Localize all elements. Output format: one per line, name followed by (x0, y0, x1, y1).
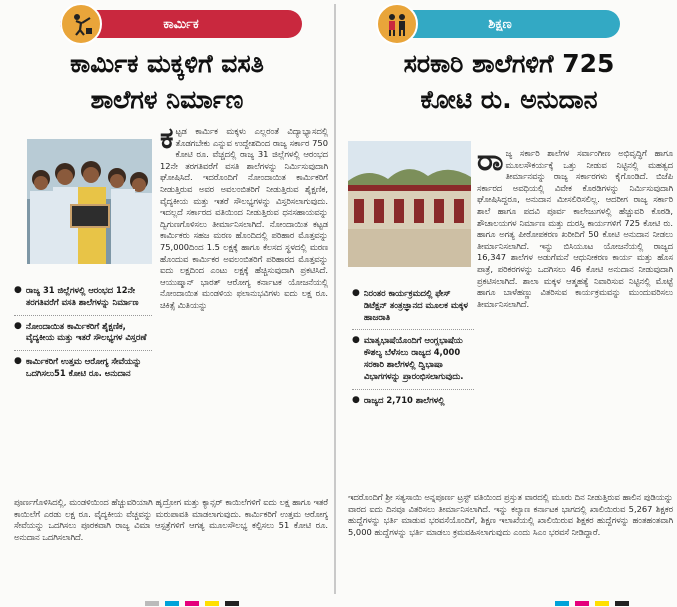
education-body-main (477, 148, 673, 488)
registration-mark (615, 601, 629, 606)
education-highlight-1: ● ನಿರಂತರ ಕಾರ್ಯಕ್ರಮದಲ್ಲಿ ಫೇಸ್ ಡಿಟೆಕ್ಷನ್ ತಂತ್ರಜ್ಞಾನದ ಮೂಲಕ ಮಕ್ಕಳ ಹಾಜರಾತಿ (352, 288, 468, 322)
education-highlight-2: ● ಮಾತೃಭಾಷೆಯೊಂದಿಗೆ ಆಂಗ್ಲಭಾಷೆಯ ಕೌಶಲ್ಯ ಬೆಳೆಸಲು ರಾಜ್ಯದ 4,000 ಸರಕಾರಿ ಶಾಲೆಗಳಲ್ಲಿ ದ್ವಿಭಾಷಾ ವಿಭಾಗಗಳನ್ನು ಪ್ರಾರಂಭಿಸಲಾಗುವುದು. (352, 335, 464, 381)
labour-section-label: ಕಾರ್ಮಿಕ (163, 16, 199, 32)
education-headline (344, 46, 674, 118)
worker-icon (60, 3, 102, 45)
registration-mark (575, 601, 589, 606)
labour-headline-line1: ಕಾರ್ಮಿಕ ಮಕ್ಕಳಿಗೆ ವಸತಿ (70, 49, 264, 78)
registration-mark (225, 601, 239, 606)
bullet-icon: ● (352, 335, 360, 346)
registration-mark (555, 601, 569, 606)
education-dropcap: ರಾ (477, 148, 504, 178)
education-highlights (352, 288, 474, 488)
education-body-text: ಜ್ಯ ಸರ್ಕಾರಿ ಶಾಲೆಗಳ ಸರ್ವಾಂಗೀಣ ಅಭಿವೃದ್ಧಿಗೆ ಹಾಗೂ ಮೂಲಸೌಕರ್ಯಕ್ಕೆ ಒತ್ತು ನೀಡುವ ನಿಟ್ಟಿನಲ್ಲಿ ಮಹತ್ವದ ತೀರ್ಮಾನವನ್ನು ರಾಜ್ಯ ಸರ್ಕಾರಗಳು ಕೈಗೊಂಡಿದೆ. ಬಿಜೆಪಿ ಸರ್ಕಾರದ ಅವಧಿಯಲ್ಲಿ ವಿವೇಕ ಕೊಠಡಿಗಳನ್ನು ನಿರ್ಮಿಸುವುದಾಗಿ ಘೋಷಿಸಿದ್ದರೂ, ಅನುದಾನ ಮೀಸಲಿರಿಸಲಿಲ್ಲ. ಆದರೀಗ ರಾಜ್ಯ ಸರ್ಕಾರಿ ಶಾಲೆ ಹಾಗೂ ಪದವಿ ಪೂರ್ವ ಕಾಲೇಜುಗಳಲ್ಲಿ ಹೆಚ್ಚುವರಿ ಕೊಠಡಿ, ಶೌಚಾಲಯಗಳ ನಿರ್ಮಾಣ ಮತ್ತು ದುರಸ್ತಿ ಕಾರ್ಯಗಳಿಗೆ 725 ಕೋಟಿ ರು. ಹಾಗೂ ಅಗತ್ಯ ಪೀಠೋಪಕರಣ ಖರೀದಿಗೆ 50 ಕೋಟಿ ಅನುದಾನ ನೀಡಲು ತೀರ್ಮಾನಿಸಲಾಗಿದೆ. ಇನ್ನು ಬಿಸಿಯೂಟ ಯೋಜನೆಯಲ್ಲಿ ರಾಜ್ಯದ 16,347 ಶಾಲೆಗಳ ಅಡುಗೆಮನೆ ಆಧುನೀಕರಣ ಕಾರ್ಯ ಮತ್ತು ಹೊಸ ಪಾತ್ರೆ, ಪರಿಕರಗಳನ್ನು ಒದಗಿಸಲು 46 ಕೋಟಿ ಅನುದಾನ ನೀಡುವುದಾಗಿ ಪ್ರಕಟಿಸಲಾಗಿದೆ. ಶಾಲಾ ಮಕ್ಕಳ ಆತ್ಮಹತ್ಯೆ ನಿವಾರಿಸುವ ನಿಟ್ಟಿನಲ್ಲಿ ಮೊಟ್ಟೆ ಹಾಗೂ ಬಾಳೆಹಣ್ಣು ವಿತರಿಸುವ ಕಾರ್ಯಕ್ರಮವನ್ನು ಮುಂದುವರಿಸಲು ತೀರ್ಮಾನಿಸಲಾಗಿದೆ. (477, 148, 673, 309)
highlight-divider (14, 350, 152, 351)
labour-body-main (160, 126, 328, 498)
registration-mark (145, 601, 159, 606)
education-section-label: ಶಿಕ್ಷಣ (488, 16, 512, 32)
registration-mark (165, 601, 179, 606)
column-divider (334, 4, 336, 594)
education-body-bottom (348, 492, 673, 586)
highlight-divider (352, 329, 474, 330)
labour-headline (6, 46, 328, 118)
bullet-icon: ● (14, 356, 22, 367)
students-icon (376, 3, 418, 45)
labour-body-bottom (14, 497, 328, 587)
labour-body-text: ಟ್ಟಡ ಕಾರ್ಮಿಕ ಮಕ್ಕಳು ಎಲ್ಲರಂತೆ ವಿದ್ಯಾಭ್ಯಾಸದಲ್ಲಿ ತೊಡಗಬೇಕು ಎನ್ನುವ ಉದ್ದೇಶದಿಂದ ರಾಜ್ಯ ಸರ್ಕಾರ 750 ಕೋಟಿ ರೂ. ವೆಚ್ಚದಲ್ಲಿ ರಾಜ್ಯ 31 ಜಿಲ್ಲೆಗಳಲ್ಲಿ ಆರಂಭದ 12ನೇ ತರಗತಿವರೆಗೆ ವಸತಿ ಶಾಲೆಗಳನ್ನು ನಿರ್ಮಿಸುವುದಾಗಿ ಘೋಷಿಸಿದೆ. ಇದರೊಂದಿಗೆ ನೋಂದಾಯಿತ ಕಾರ್ಮಿಕರಿಗೆ ನೀಡುತ್ತಿರುವ ಅವರ ಅವಲಂಬಿತರಿಗೆ ನೀಡುತ್ತಿರುವ ಶೈಕ್ಷಣಿಕ, ವೈದ್ಯಕೀಯ ಮತ್ತು ಇತರೆ ಸೌಲಭ್ಯಗಳನ್ನು ವಿಸ್ತರಿಸಲಾಗುವುದು. ಇದಲ್ಲದೆ ಸರ್ಕಾರದ ವತಿಯಿಂದ ನೀಡುತ್ತಿರುವ ಧನಸಹಾಯವನ್ನು ದ್ವಿಗುಣಗೊಳಿಸಲು ತೀರ್ಮಾನಿಸಲಾಗಿದೆ. ನೋಂದಾಯಿತ ಕಟ್ಟಡ ಕಾರ್ಮಿಕರು ಸಹಜ ಮರಣ ಹೊಂದಿದಲ್ಲಿ ಪರಿಹಾರ ಮೊತ್ತವನ್ನು 75,000ದಿಂದ 1.5 ಲಕ್ಷಕ್ಕೆ ಹಾಗೂ ಕೆಲಸದ ಸ್ಥಳದಲ್ಲಿ ಮರಣ ಹೊಂದುವ ಕಾರ್ಮಿಕರ ಅವಲಂಬಿತರಿಗೆ ಪರಿಹಾರದ ಮೊತ್ತವನ್ನು ಐದು ಲಕ್ಷದಿಂದ ಎಂಟು ಲಕ್ಷಕ್ಕೆ ಹೆಚ್ಚಿಸುವುದಾಗಿ ಪ್ರಕಟಿಸಿದೆ. ಆಯುಷ್ಮಾನ್ ಭಾರತ್ ಆರೋಗ್ಯ ಕರ್ನಾಟಕ ಯೋಜನೆಯಲ್ಲಿ ನೋಂದಾಯಿತ ಮಂಡಳಿಯ ಫಲಾನುಭವಿಗಳು ಐದು ಲಕ್ಷ ರೂ. ಚಿಕಿತ್ಸೆ ಮಿತಿಯನ್ನು (160, 126, 328, 310)
labour-headline-line2: ಶಾಲೆಗಳ ನಿರ್ಮಾಣ (90, 85, 244, 114)
bullet-icon: ● (352, 394, 360, 405)
labour-body-bottom-text: ಪೂರ್ಣಗೊಳಿಸಿದಲ್ಲಿ, ಮಂಡಳಿಯಿಂದ ಹೆಚ್ಚುವರಿಯಾಗಿ ಹೃದ್ರೋಗ ಮತ್ತು ಕ್ಯಾನ್ಸರ್ ಕಾಯಿಲೆಗಳಿಗೆ ಐದು ಲಕ್ಷ ಹಾಗೂ ಇತರೆ ಕಾಯಿಲೆಗೆ ಎರಡು ಲಕ್ಷ ರೂ. ವೈದ್ಯಕೀಯ ವೆಚ್ಚವನ್ನು ಮರುಪಾವತಿ ಮಾಡಲಾಗುವುದು. ಕಾರ್ಮಿಕರಿಗೆ ಉತ್ತಮ ಆರೋಗ್ಯ ಸೇವೆಯನ್ನು ಒದಗಿಸಲು ಪೂರಕವಾಗಿ ರಾಜ್ಯ ವಿಮಾ ಆಸ್ಪತ್ರೆಗಳಿಗೆ ಆಗತ್ಯ ಮೂಲಸೌಲಭ್ಯ ಕಲ್ಪಿಸಲು 51 ಕೋಟಿ ರೂ. ಅನುದಾನ ಒದಗಿಸಲಾಗಿದೆ. (14, 497, 328, 542)
highlight-divider (352, 389, 474, 390)
labour-highlight-1: ● ರಾಜ್ಯ 31 ಜಿಲ್ಲೆಗಳಲ್ಲಿ ಆರಂಭದ 12ನೇ ತರಗತಿವರೆಗೆ ವಸತಿ ಶಾಲೆಗಳನ್ನು ನಿರ್ಮಾಣ (14, 285, 139, 307)
education-headline-line1: ಸರಕಾರಿ ಶಾಲೆಗಳಿಗೆ 725 (403, 49, 615, 78)
bullet-icon: ● (14, 285, 22, 295)
labour-article (0, 0, 330, 607)
education-headline-line2: ಕೋಟಿ ರು. ಅನುದಾನ (420, 85, 598, 114)
registration-mark (185, 601, 199, 606)
education-body-bottom-text: ಇದರೊಂದಿಗೆ ಶ್ರೀ ಸತ್ಯಸಾಯಿ ಅನ್ನಪೂರ್ಣ ಟ್ರಸ್ಟ್ ವತಿಯಿಂದ ಪ್ರಸ್ತುತ ವಾರದಲ್ಲಿ ಮೂರು ದಿನ ನೀಡುತ್ತಿರುವ ಹಾಲಿನ ಪುಡಿಯನ್ನು ವಾರದ ಐದು ದಿನವೂ ವಿತರಿಸಲು ತೀರ್ಮಾನಿಸಲಾಗಿದೆ. ಇನ್ನು ಕಲ್ಯಾಣ ಕರ್ನಾಟಕ ಭಾಗದಲ್ಲಿ ಖಾಲಿಯಿರುವ 5,267 ಶಿಕ್ಷಕರ ಹುದ್ದೆಗಳನ್ನು ಭರ್ತಿ ಮಾಡುವ ಭರವಸೆಯೊಂದಿಗೆ, ಶಿಕ್ಷಣ ಇಲಾಖೆಯಲ್ಲಿ ಖಾಲಿಯಿರುವ ಶಿಕ್ಷಕರ ಹುದ್ದೆಗಳನ್ನು ಹಂತಹಂತವಾಗಿ 5,000 ಹುದ್ದೆಗಳನ್ನು ಭರ್ತಿ ಮಾಡಲು ಕ್ರಮವಹಿಸಲಾಗುವುದು ಎಂದು ಸಿಎಂ ಭರವಸೆ ನೀಡಿದ್ದಾರೆ. (348, 492, 673, 537)
labour-highlight-3: ● ಕಾರ್ಮಿಕರಿಗೆ ಉತ್ತಮ ಆರೋಗ್ಯ ಸೇವೆಯನ್ನು ಒದಗಿಸಲು51 ಕೋಟಿ ರೂ. ಅನುದಾನ (14, 356, 142, 378)
bullet-icon: ● (352, 288, 360, 298)
school-building-photo (348, 141, 471, 267)
labour-children-photo (27, 139, 152, 264)
registration-mark (205, 601, 219, 606)
registration-mark (595, 601, 609, 606)
bullet-icon: ● (14, 320, 22, 331)
education-highlight-3: ● ರಾಜ್ಯದ 2,710 ಶಾಲೆಗಳಲ್ಲಿ (352, 394, 445, 405)
highlight-divider (14, 315, 152, 316)
labour-highlights (14, 285, 152, 490)
labour-dropcap: ಕ (160, 126, 174, 156)
labour-highlight-2: ● ನೋಂದಾಯಿತ ಕಾರ್ಮಿಕರಿಗೆ ಶೈಕ್ಷಣಿಕ, ವೈದ್ಯಕೀಯ ಮತ್ತು ಇತರೆ ಸೌಲಭ್ಯಗಳ ವಿಸ್ತರಣೆ (14, 320, 147, 343)
education-article (340, 0, 677, 607)
